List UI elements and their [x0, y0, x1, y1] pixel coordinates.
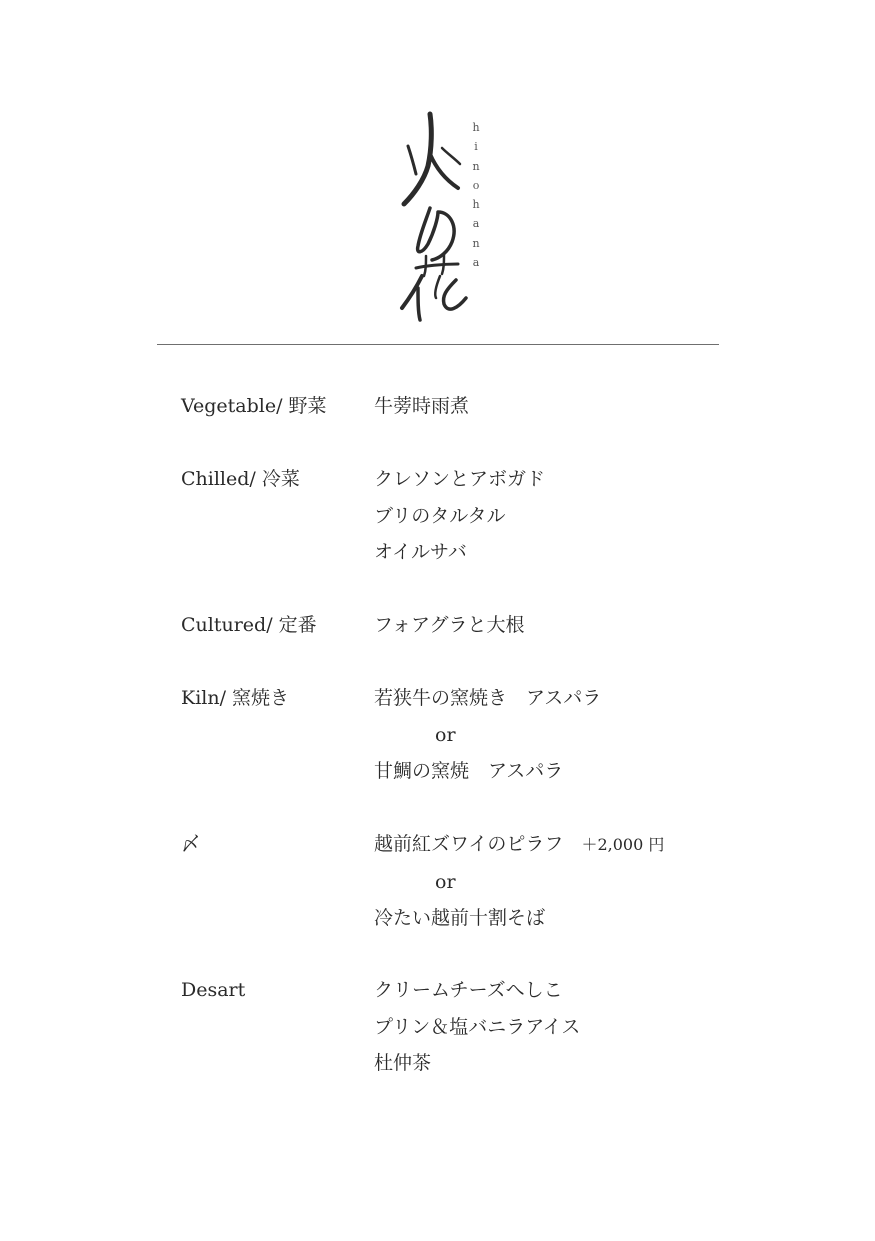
romaji-letter: o: [472, 178, 480, 192]
course-label: Vegetable/ 野菜: [181, 395, 327, 417]
romaji-letter: a: [472, 256, 480, 270]
romaji-letter: h: [472, 198, 480, 212]
menu-item: [374, 826, 721, 864]
course-menu: [181, 388, 721, 1082]
course-items: [374, 388, 721, 461]
romaji-letter: i: [474, 140, 478, 154]
course-vegetable: [181, 388, 721, 461]
course-label: Cultured/ 定番: [181, 614, 317, 636]
romaji-letter: n: [472, 236, 480, 250]
header-divider: [157, 344, 719, 345]
menu-item-or: or: [435, 870, 456, 893]
course-items: [374, 607, 721, 680]
romaji-letter: h: [472, 121, 480, 134]
course-kiln: [181, 680, 721, 826]
course-items: [374, 826, 721, 972]
course-chilled: [181, 461, 721, 607]
menu-item: 牛蒡時雨煮: [374, 395, 470, 417]
menu-item: オイルサバ: [374, 541, 467, 563]
menu-item: 杜仲茶: [374, 1052, 432, 1074]
menu-item: ブリのタルタル: [374, 504, 506, 527]
menu-item: 冷たい越前十割そば: [374, 907, 546, 929]
course-items: [374, 972, 721, 1082]
menu-item: フォアグラと大根: [374, 614, 525, 636]
course-label: Chilled/ 冷菜: [181, 468, 300, 490]
course-items: [374, 680, 721, 826]
menu-item: クレソンとアボガド: [374, 468, 546, 490]
menu-item: クリームチーズへしこ: [374, 979, 563, 1001]
course-shime: [181, 826, 721, 972]
course-items: [374, 461, 721, 607]
menu-item: 甘鯛の窯焼 アスパラ: [374, 760, 564, 782]
course-cultured: [181, 607, 721, 680]
course-label: 〆: [181, 833, 201, 855]
romaji-letter: n: [472, 159, 480, 173]
course-label: Kiln/ 窯焼き: [181, 687, 290, 709]
course-desert: [181, 972, 721, 1082]
menu-item-text: 越前紅ズワイのピラフ: [374, 833, 564, 855]
romaji-letter: a: [472, 217, 480, 231]
menu-item-or: or: [435, 723, 456, 746]
menu-item: プリン＆塩バニラアイス: [374, 1015, 581, 1038]
menu-item: 若狭牛の窯焼き アスパラ: [374, 687, 602, 709]
supplement-price: ＋2,000 円: [581, 835, 665, 854]
course-label: Desart: [181, 979, 246, 1001]
logo-romaji: [470, 118, 482, 272]
